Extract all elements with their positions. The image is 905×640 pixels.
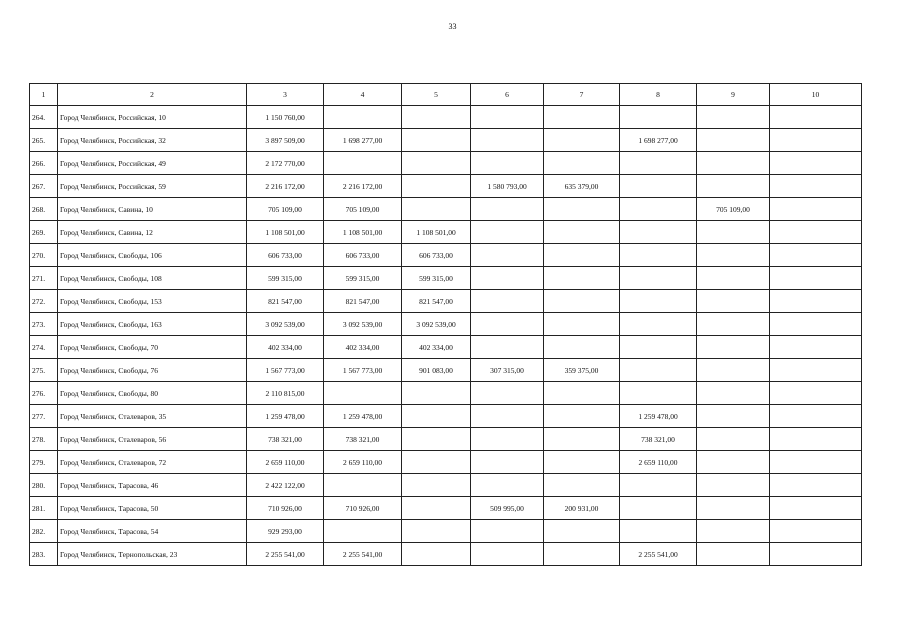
value-cell-col-3: 710 926,00 bbox=[247, 497, 324, 520]
value-cell-col-5 bbox=[402, 382, 471, 405]
column-header-2: 2 bbox=[58, 84, 247, 106]
value-cell-col-8 bbox=[620, 359, 697, 382]
value-cell-col-10 bbox=[770, 428, 862, 451]
value-cell-col-8 bbox=[620, 290, 697, 313]
value-cell-col-5 bbox=[402, 543, 471, 566]
value-cell-col-10 bbox=[770, 106, 862, 129]
row-number-cell: 282. bbox=[30, 520, 58, 543]
value-cell-col-7 bbox=[544, 382, 620, 405]
value-cell-col-7: 200 931,00 bbox=[544, 497, 620, 520]
value-cell-col-9 bbox=[697, 152, 770, 175]
value-cell-col-5 bbox=[402, 405, 471, 428]
value-cell-col-3: 929 293,00 bbox=[247, 520, 324, 543]
value-cell-col-3: 3 092 539,00 bbox=[247, 313, 324, 336]
address-cell: Город Челябинск, Российская, 32 bbox=[58, 129, 247, 152]
table-row bbox=[30, 313, 862, 336]
value-cell-col-5 bbox=[402, 520, 471, 543]
table-body bbox=[30, 106, 862, 566]
value-cell-col-6 bbox=[471, 129, 544, 152]
value-cell-col-6 bbox=[471, 382, 544, 405]
row-number-cell: 270. bbox=[30, 244, 58, 267]
table-row bbox=[30, 497, 862, 520]
address-cell: Город Челябинск, Тарасова, 46 bbox=[58, 474, 247, 497]
value-cell-col-5: 1 108 501,00 bbox=[402, 221, 471, 244]
data-table bbox=[29, 83, 862, 566]
value-cell-col-8: 2 255 541,00 bbox=[620, 543, 697, 566]
value-cell-col-6 bbox=[471, 543, 544, 566]
value-cell-col-9 bbox=[697, 428, 770, 451]
column-header-4: 4 bbox=[324, 84, 402, 106]
value-cell-col-5 bbox=[402, 451, 471, 474]
address-cell: Город Челябинск, Тарасова, 54 bbox=[58, 520, 247, 543]
value-cell-col-10 bbox=[770, 520, 862, 543]
value-cell-col-4: 710 926,00 bbox=[324, 497, 402, 520]
value-cell-col-10 bbox=[770, 244, 862, 267]
value-cell-col-10 bbox=[770, 405, 862, 428]
table-row bbox=[30, 221, 862, 244]
value-cell-col-10 bbox=[770, 129, 862, 152]
table-row bbox=[30, 129, 862, 152]
value-cell-col-9 bbox=[697, 244, 770, 267]
address-cell: Город Челябинск, Сталеваров, 35 bbox=[58, 405, 247, 428]
value-cell-col-6: 1 580 793,00 bbox=[471, 175, 544, 198]
value-cell-col-9 bbox=[697, 267, 770, 290]
row-number-cell: 278. bbox=[30, 428, 58, 451]
value-cell-col-9 bbox=[697, 175, 770, 198]
value-cell-col-5: 3 092 539,00 bbox=[402, 313, 471, 336]
value-cell-col-7 bbox=[544, 336, 620, 359]
table-row bbox=[30, 267, 862, 290]
value-cell-col-5 bbox=[402, 428, 471, 451]
value-cell-col-8 bbox=[620, 175, 697, 198]
value-cell-col-7 bbox=[544, 244, 620, 267]
value-cell-col-10 bbox=[770, 474, 862, 497]
value-cell-col-3: 821 547,00 bbox=[247, 290, 324, 313]
value-cell-col-4 bbox=[324, 106, 402, 129]
table-row bbox=[30, 244, 862, 267]
value-cell-col-8 bbox=[620, 520, 697, 543]
value-cell-col-7 bbox=[544, 543, 620, 566]
value-cell-col-10 bbox=[770, 543, 862, 566]
value-cell-col-9 bbox=[697, 313, 770, 336]
value-cell-col-6 bbox=[471, 313, 544, 336]
row-number-cell: 279. bbox=[30, 451, 58, 474]
row-number-cell: 276. bbox=[30, 382, 58, 405]
value-cell-col-9: 705 109,00 bbox=[697, 198, 770, 221]
row-number-cell: 265. bbox=[30, 129, 58, 152]
value-cell-col-6 bbox=[471, 198, 544, 221]
table-row bbox=[30, 359, 862, 382]
row-number-cell: 277. bbox=[30, 405, 58, 428]
value-cell-col-3: 2 216 172,00 bbox=[247, 175, 324, 198]
value-cell-col-10 bbox=[770, 290, 862, 313]
value-cell-col-4: 606 733,00 bbox=[324, 244, 402, 267]
value-cell-col-8 bbox=[620, 497, 697, 520]
value-cell-col-6 bbox=[471, 474, 544, 497]
address-cell: Город Челябинск, Тернопольская, 23 bbox=[58, 543, 247, 566]
value-cell-col-4: 1 698 277,00 bbox=[324, 129, 402, 152]
address-cell: Город Челябинск, Свободы, 163 bbox=[58, 313, 247, 336]
row-number-cell: 264. bbox=[30, 106, 58, 129]
value-cell-col-6 bbox=[471, 106, 544, 129]
row-number-cell: 280. bbox=[30, 474, 58, 497]
value-cell-col-3: 2 110 815,00 bbox=[247, 382, 324, 405]
value-cell-col-4: 821 547,00 bbox=[324, 290, 402, 313]
value-cell-col-6 bbox=[471, 152, 544, 175]
value-cell-col-8 bbox=[620, 152, 697, 175]
value-cell-col-3: 1 108 501,00 bbox=[247, 221, 324, 244]
value-cell-col-10 bbox=[770, 336, 862, 359]
value-cell-col-5 bbox=[402, 106, 471, 129]
page-number: 33 bbox=[448, 22, 457, 31]
address-cell: Город Челябинск, Свободы, 80 bbox=[58, 382, 247, 405]
value-cell-col-6 bbox=[471, 221, 544, 244]
column-header-5: 5 bbox=[402, 84, 471, 106]
header-row bbox=[30, 84, 862, 106]
value-cell-col-3: 738 321,00 bbox=[247, 428, 324, 451]
value-cell-col-4 bbox=[324, 152, 402, 175]
value-cell-col-7 bbox=[544, 221, 620, 244]
table-row bbox=[30, 520, 862, 543]
value-cell-col-7 bbox=[544, 313, 620, 336]
value-cell-col-7 bbox=[544, 428, 620, 451]
address-cell: Город Челябинск, Савина, 10 bbox=[58, 198, 247, 221]
value-cell-col-10 bbox=[770, 221, 862, 244]
row-number-cell: 269. bbox=[30, 221, 58, 244]
row-number-cell: 273. bbox=[30, 313, 58, 336]
value-cell-col-8 bbox=[620, 313, 697, 336]
value-cell-col-3: 3 897 509,00 bbox=[247, 129, 324, 152]
value-cell-col-4: 1 259 478,00 bbox=[324, 405, 402, 428]
value-cell-col-10 bbox=[770, 152, 862, 175]
value-cell-col-5 bbox=[402, 129, 471, 152]
value-cell-col-6: 307 315,00 bbox=[471, 359, 544, 382]
address-cell: Город Челябинск, Российская, 59 bbox=[58, 175, 247, 198]
row-number-cell: 266. bbox=[30, 152, 58, 175]
address-cell: Город Челябинск, Сталеваров, 72 bbox=[58, 451, 247, 474]
value-cell-col-3: 2 255 541,00 bbox=[247, 543, 324, 566]
value-cell-col-3: 705 109,00 bbox=[247, 198, 324, 221]
value-cell-col-3: 2 422 122,00 bbox=[247, 474, 324, 497]
value-cell-col-5 bbox=[402, 152, 471, 175]
value-cell-col-9 bbox=[697, 106, 770, 129]
value-cell-col-5 bbox=[402, 198, 471, 221]
column-header-8: 8 bbox=[620, 84, 697, 106]
column-header-1: 1 bbox=[30, 84, 58, 106]
value-cell-col-7 bbox=[544, 451, 620, 474]
value-cell-col-4: 402 334,00 bbox=[324, 336, 402, 359]
value-cell-col-8 bbox=[620, 106, 697, 129]
value-cell-col-3: 2 659 110,00 bbox=[247, 451, 324, 474]
table-row bbox=[30, 382, 862, 405]
value-cell-col-5: 821 547,00 bbox=[402, 290, 471, 313]
value-cell-col-9 bbox=[697, 129, 770, 152]
value-cell-col-4: 2 255 541,00 bbox=[324, 543, 402, 566]
value-cell-col-9 bbox=[697, 543, 770, 566]
value-cell-col-9 bbox=[697, 290, 770, 313]
value-cell-col-3: 1 567 773,00 bbox=[247, 359, 324, 382]
value-cell-col-8 bbox=[620, 221, 697, 244]
row-number-cell: 267. bbox=[30, 175, 58, 198]
value-cell-col-6 bbox=[471, 244, 544, 267]
row-number-cell: 268. bbox=[30, 198, 58, 221]
address-cell: Город Челябинск, Свободы, 76 bbox=[58, 359, 247, 382]
value-cell-col-3: 606 733,00 bbox=[247, 244, 324, 267]
value-cell-col-7 bbox=[544, 106, 620, 129]
address-cell: Город Челябинск, Тарасова, 50 bbox=[58, 497, 247, 520]
value-cell-col-10 bbox=[770, 313, 862, 336]
row-number-cell: 283. bbox=[30, 543, 58, 566]
value-cell-col-5 bbox=[402, 497, 471, 520]
value-cell-col-4: 1 567 773,00 bbox=[324, 359, 402, 382]
address-cell: Город Челябинск, Российская, 49 bbox=[58, 152, 247, 175]
table-row bbox=[30, 290, 862, 313]
value-cell-col-9 bbox=[697, 497, 770, 520]
value-cell-col-7 bbox=[544, 405, 620, 428]
table-row bbox=[30, 106, 862, 129]
value-cell-col-10 bbox=[770, 267, 862, 290]
value-cell-col-6 bbox=[471, 336, 544, 359]
value-cell-col-8 bbox=[620, 336, 697, 359]
column-header-10: 10 bbox=[770, 84, 862, 106]
value-cell-col-4: 3 092 539,00 bbox=[324, 313, 402, 336]
value-cell-col-8: 1 698 277,00 bbox=[620, 129, 697, 152]
row-number-cell: 281. bbox=[30, 497, 58, 520]
value-cell-col-10 bbox=[770, 175, 862, 198]
value-cell-col-6 bbox=[471, 520, 544, 543]
address-cell: Город Челябинск, Российская, 10 bbox=[58, 106, 247, 129]
column-header-9: 9 bbox=[697, 84, 770, 106]
value-cell-col-5: 606 733,00 bbox=[402, 244, 471, 267]
value-cell-col-8: 2 659 110,00 bbox=[620, 451, 697, 474]
row-number-cell: 275. bbox=[30, 359, 58, 382]
value-cell-col-7 bbox=[544, 267, 620, 290]
table-row bbox=[30, 175, 862, 198]
address-cell: Город Челябинск, Савина, 12 bbox=[58, 221, 247, 244]
value-cell-col-5 bbox=[402, 474, 471, 497]
value-cell-col-7 bbox=[544, 290, 620, 313]
row-number-cell: 271. bbox=[30, 267, 58, 290]
value-cell-col-5 bbox=[402, 175, 471, 198]
value-cell-col-3: 402 334,00 bbox=[247, 336, 324, 359]
value-cell-col-7 bbox=[544, 474, 620, 497]
table-row bbox=[30, 451, 862, 474]
value-cell-col-9 bbox=[697, 382, 770, 405]
value-cell-col-10 bbox=[770, 497, 862, 520]
table-row bbox=[30, 405, 862, 428]
value-cell-col-8: 1 259 478,00 bbox=[620, 405, 697, 428]
table-row bbox=[30, 152, 862, 175]
value-cell-col-5: 901 083,00 bbox=[402, 359, 471, 382]
value-cell-col-10 bbox=[770, 451, 862, 474]
value-cell-col-3: 2 172 770,00 bbox=[247, 152, 324, 175]
value-cell-col-6 bbox=[471, 290, 544, 313]
value-cell-col-9 bbox=[697, 359, 770, 382]
row-number-cell: 274. bbox=[30, 336, 58, 359]
value-cell-col-7 bbox=[544, 129, 620, 152]
table-row bbox=[30, 198, 862, 221]
value-cell-col-9 bbox=[697, 451, 770, 474]
value-cell-col-4: 738 321,00 bbox=[324, 428, 402, 451]
value-cell-col-4 bbox=[324, 382, 402, 405]
address-cell: Город Челябинск, Свободы, 106 bbox=[58, 244, 247, 267]
value-cell-col-9 bbox=[697, 405, 770, 428]
value-cell-col-5: 599 315,00 bbox=[402, 267, 471, 290]
column-header-6: 6 bbox=[471, 84, 544, 106]
value-cell-col-5: 402 334,00 bbox=[402, 336, 471, 359]
value-cell-col-8 bbox=[620, 474, 697, 497]
value-cell-col-8 bbox=[620, 267, 697, 290]
value-cell-col-8: 738 321,00 bbox=[620, 428, 697, 451]
value-cell-col-6 bbox=[471, 267, 544, 290]
value-cell-col-8 bbox=[620, 244, 697, 267]
column-header-3: 3 bbox=[247, 84, 324, 106]
value-cell-col-4: 705 109,00 bbox=[324, 198, 402, 221]
value-cell-col-7: 359 375,00 bbox=[544, 359, 620, 382]
value-cell-col-4: 599 315,00 bbox=[324, 267, 402, 290]
value-cell-col-6: 509 995,00 bbox=[471, 497, 544, 520]
column-header-7: 7 bbox=[544, 84, 620, 106]
value-cell-col-7: 635 379,00 bbox=[544, 175, 620, 198]
value-cell-col-7 bbox=[544, 520, 620, 543]
value-cell-col-7 bbox=[544, 152, 620, 175]
value-cell-col-8 bbox=[620, 382, 697, 405]
row-number-cell: 272. bbox=[30, 290, 58, 313]
value-cell-col-3: 1 259 478,00 bbox=[247, 405, 324, 428]
value-cell-col-3: 599 315,00 bbox=[247, 267, 324, 290]
value-cell-col-7 bbox=[544, 198, 620, 221]
value-cell-col-4: 2 659 110,00 bbox=[324, 451, 402, 474]
value-cell-col-9 bbox=[697, 221, 770, 244]
table-row bbox=[30, 543, 862, 566]
value-cell-col-4: 1 108 501,00 bbox=[324, 221, 402, 244]
value-cell-col-10 bbox=[770, 382, 862, 405]
value-cell-col-10 bbox=[770, 198, 862, 221]
value-cell-col-4: 2 216 172,00 bbox=[324, 175, 402, 198]
table-row bbox=[30, 336, 862, 359]
value-cell-col-6 bbox=[471, 428, 544, 451]
address-cell: Город Челябинск, Свободы, 153 bbox=[58, 290, 247, 313]
value-cell-col-6 bbox=[471, 451, 544, 474]
value-cell-col-9 bbox=[697, 474, 770, 497]
address-cell: Город Челябинск, Свободы, 108 bbox=[58, 267, 247, 290]
table-row bbox=[30, 428, 862, 451]
value-cell-col-4 bbox=[324, 520, 402, 543]
value-cell-col-9 bbox=[697, 336, 770, 359]
value-cell-col-4 bbox=[324, 474, 402, 497]
value-cell-col-10 bbox=[770, 359, 862, 382]
value-cell-col-9 bbox=[697, 520, 770, 543]
value-cell-col-8 bbox=[620, 198, 697, 221]
value-cell-col-6 bbox=[471, 405, 544, 428]
table-row bbox=[30, 474, 862, 497]
value-cell-col-3: 1 150 760,00 bbox=[247, 106, 324, 129]
address-cell: Город Челябинск, Свободы, 70 bbox=[58, 336, 247, 359]
address-cell: Город Челябинск, Сталеваров, 56 bbox=[58, 428, 247, 451]
